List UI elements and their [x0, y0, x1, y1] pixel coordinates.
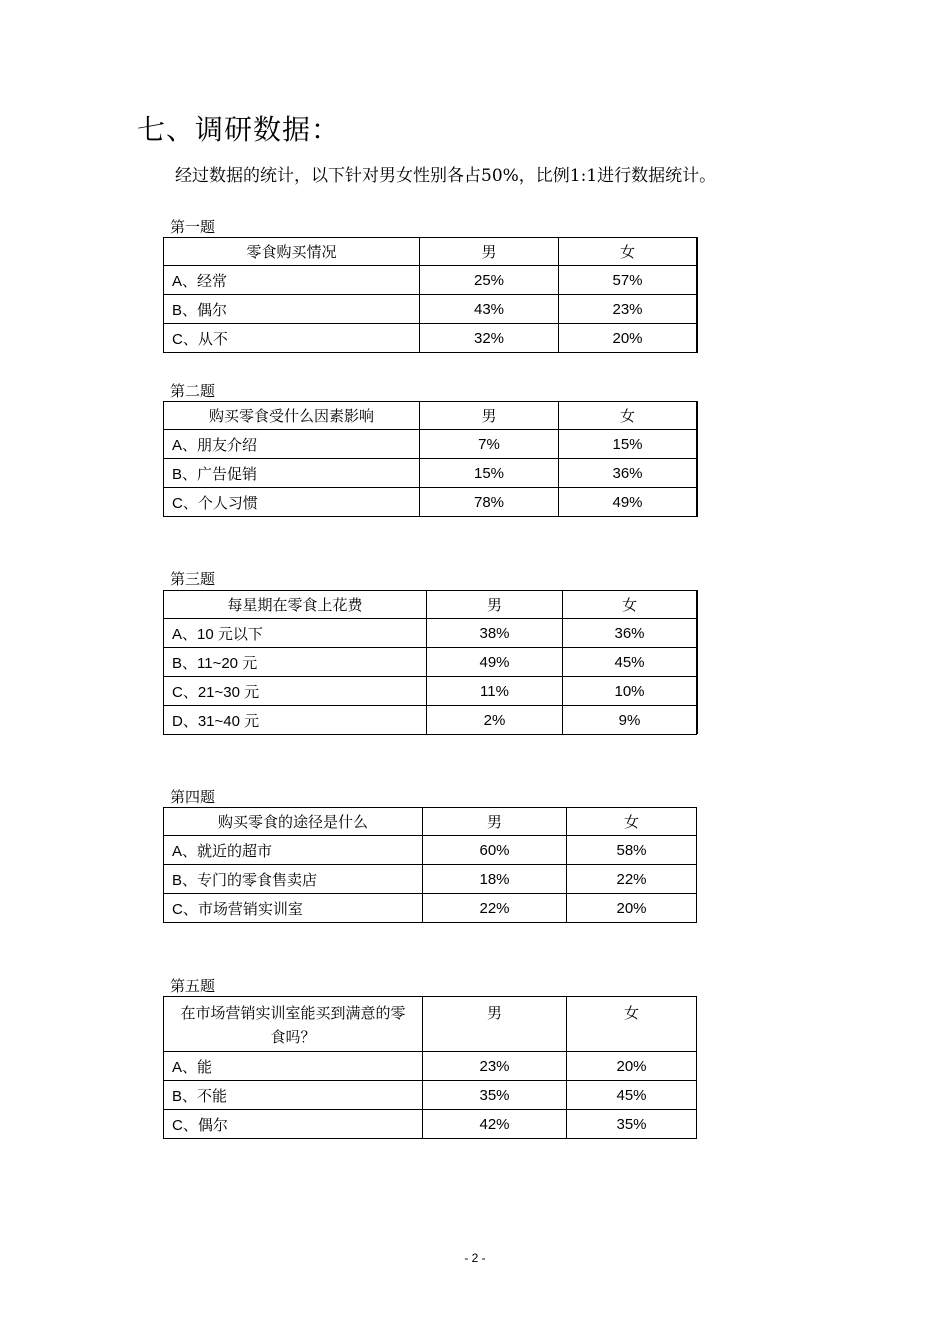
male-value-cell: 38% — [427, 619, 563, 648]
table-row — [164, 488, 697, 517]
table-row — [164, 894, 697, 923]
female-value-cell: 22% — [567, 865, 697, 894]
question-1-label: 第一题 — [170, 218, 216, 236]
female-value-cell: 45% — [567, 1081, 697, 1110]
table-row — [164, 677, 697, 706]
question-2-label: 第二题 — [170, 382, 216, 400]
table-header-row — [164, 997, 697, 1052]
male-value-cell: 22% — [423, 894, 567, 923]
female-value-cell: 23% — [559, 295, 697, 324]
table-row — [164, 836, 697, 865]
table-row — [164, 295, 697, 324]
male-value-cell: 15% — [420, 459, 559, 488]
table-header-row — [164, 238, 697, 266]
header-cell-male: 男 — [427, 591, 563, 619]
section-heading: 七、调研数据： — [137, 113, 341, 146]
question-1-table — [163, 237, 697, 353]
female-value-cell: 36% — [559, 459, 697, 488]
header-cell-female: 女 — [567, 997, 697, 1052]
intro-paragraph: 经过数据的统计，以下针对男女性别各占50%，比例1:1进行数据统计。 — [175, 166, 717, 186]
table-row — [164, 1110, 697, 1139]
table-edge-line — [697, 401, 698, 517]
table-row — [164, 706, 697, 735]
table-row — [164, 430, 697, 459]
table-header-row — [164, 808, 697, 836]
header-cell-female: 女 — [563, 591, 697, 619]
option-cell: C、偶尔 — [164, 1110, 423, 1139]
male-value-cell: 60% — [423, 836, 567, 865]
male-value-cell: 78% — [420, 488, 559, 517]
question-5-table — [163, 996, 697, 1139]
table-row — [164, 865, 697, 894]
option-cell: C、21~30 元 — [164, 677, 427, 706]
table-row — [164, 619, 697, 648]
female-value-cell: 58% — [567, 836, 697, 865]
male-value-cell: 32% — [420, 324, 559, 353]
table-row — [164, 266, 697, 295]
option-cell: B、不能 — [164, 1081, 423, 1110]
option-cell: B、偶尔 — [164, 295, 420, 324]
header-cell-female: 女 — [559, 238, 697, 266]
option-cell: A、就近的超市 — [164, 836, 423, 865]
option-cell: A、能 — [164, 1052, 423, 1081]
male-value-cell: 11% — [427, 677, 563, 706]
female-value-cell: 20% — [567, 1052, 697, 1081]
table-edge-line — [697, 237, 698, 353]
male-value-cell: 49% — [427, 648, 563, 677]
header-cell-male: 男 — [420, 402, 559, 430]
header-cell-male: 男 — [420, 238, 559, 266]
male-value-cell: 2% — [427, 706, 563, 735]
option-cell: B、广告促销 — [164, 459, 420, 488]
header-cell-female: 女 — [559, 402, 697, 430]
question-4-table — [163, 807, 697, 923]
option-cell: C、从不 — [164, 324, 420, 353]
female-value-cell: 57% — [559, 266, 697, 295]
option-cell: C、个人习惯 — [164, 488, 420, 517]
table-row — [164, 324, 697, 353]
female-value-cell: 35% — [567, 1110, 697, 1139]
table-edge-line — [697, 590, 698, 734]
question-2-table — [163, 401, 697, 517]
female-value-cell: 45% — [563, 648, 697, 677]
option-cell: C、市场营销实训室 — [164, 894, 423, 923]
female-value-cell: 10% — [563, 677, 697, 706]
header-cell-male: 男 — [423, 808, 567, 836]
question-3-table — [163, 590, 697, 735]
female-value-cell: 20% — [559, 324, 697, 353]
option-cell: A、经常 — [164, 266, 420, 295]
male-value-cell: 43% — [420, 295, 559, 324]
question-4-label: 第四题 — [170, 788, 216, 806]
female-value-cell: 9% — [563, 706, 697, 735]
male-value-cell: 23% — [423, 1052, 567, 1081]
header-cell-female: 女 — [567, 808, 697, 836]
header-cell-topic: 在市场营销实训室能买到满意的零食吗？ — [164, 997, 423, 1052]
table-row — [164, 648, 697, 677]
option-cell: A、10 元以下 — [164, 619, 427, 648]
male-value-cell: 25% — [420, 266, 559, 295]
question-5-label: 第五题 — [170, 977, 216, 995]
table-row — [164, 1052, 697, 1081]
table-header-row — [164, 402, 697, 430]
table-row — [164, 1081, 697, 1110]
male-value-cell: 35% — [423, 1081, 567, 1110]
header-cell-topic: 购买零食受什么因素影响 — [164, 402, 420, 430]
header-cell-topic: 购买零食的途径是什么 — [164, 808, 423, 836]
male-value-cell: 42% — [423, 1110, 567, 1139]
table-header-row — [164, 591, 697, 619]
female-value-cell: 49% — [559, 488, 697, 517]
option-cell: B、专门的零食售卖店 — [164, 865, 423, 894]
table-row — [164, 459, 697, 488]
male-value-cell: 18% — [423, 865, 567, 894]
header-cell-male: 男 — [423, 997, 567, 1052]
male-value-cell: 7% — [420, 430, 559, 459]
header-cell-topic: 每星期在零食上花费 — [164, 591, 427, 619]
female-value-cell: 20% — [567, 894, 697, 923]
option-cell: A、朋友介绍 — [164, 430, 420, 459]
question-3-label: 第三题 — [170, 570, 216, 588]
page-number: - 2 - — [464, 1251, 486, 1265]
female-value-cell: 15% — [559, 430, 697, 459]
option-cell: D、31~40 元 — [164, 706, 427, 735]
header-cell-topic: 零食购买情况 — [164, 238, 420, 266]
female-value-cell: 36% — [563, 619, 697, 648]
option-cell: B、11~20 元 — [164, 648, 427, 677]
